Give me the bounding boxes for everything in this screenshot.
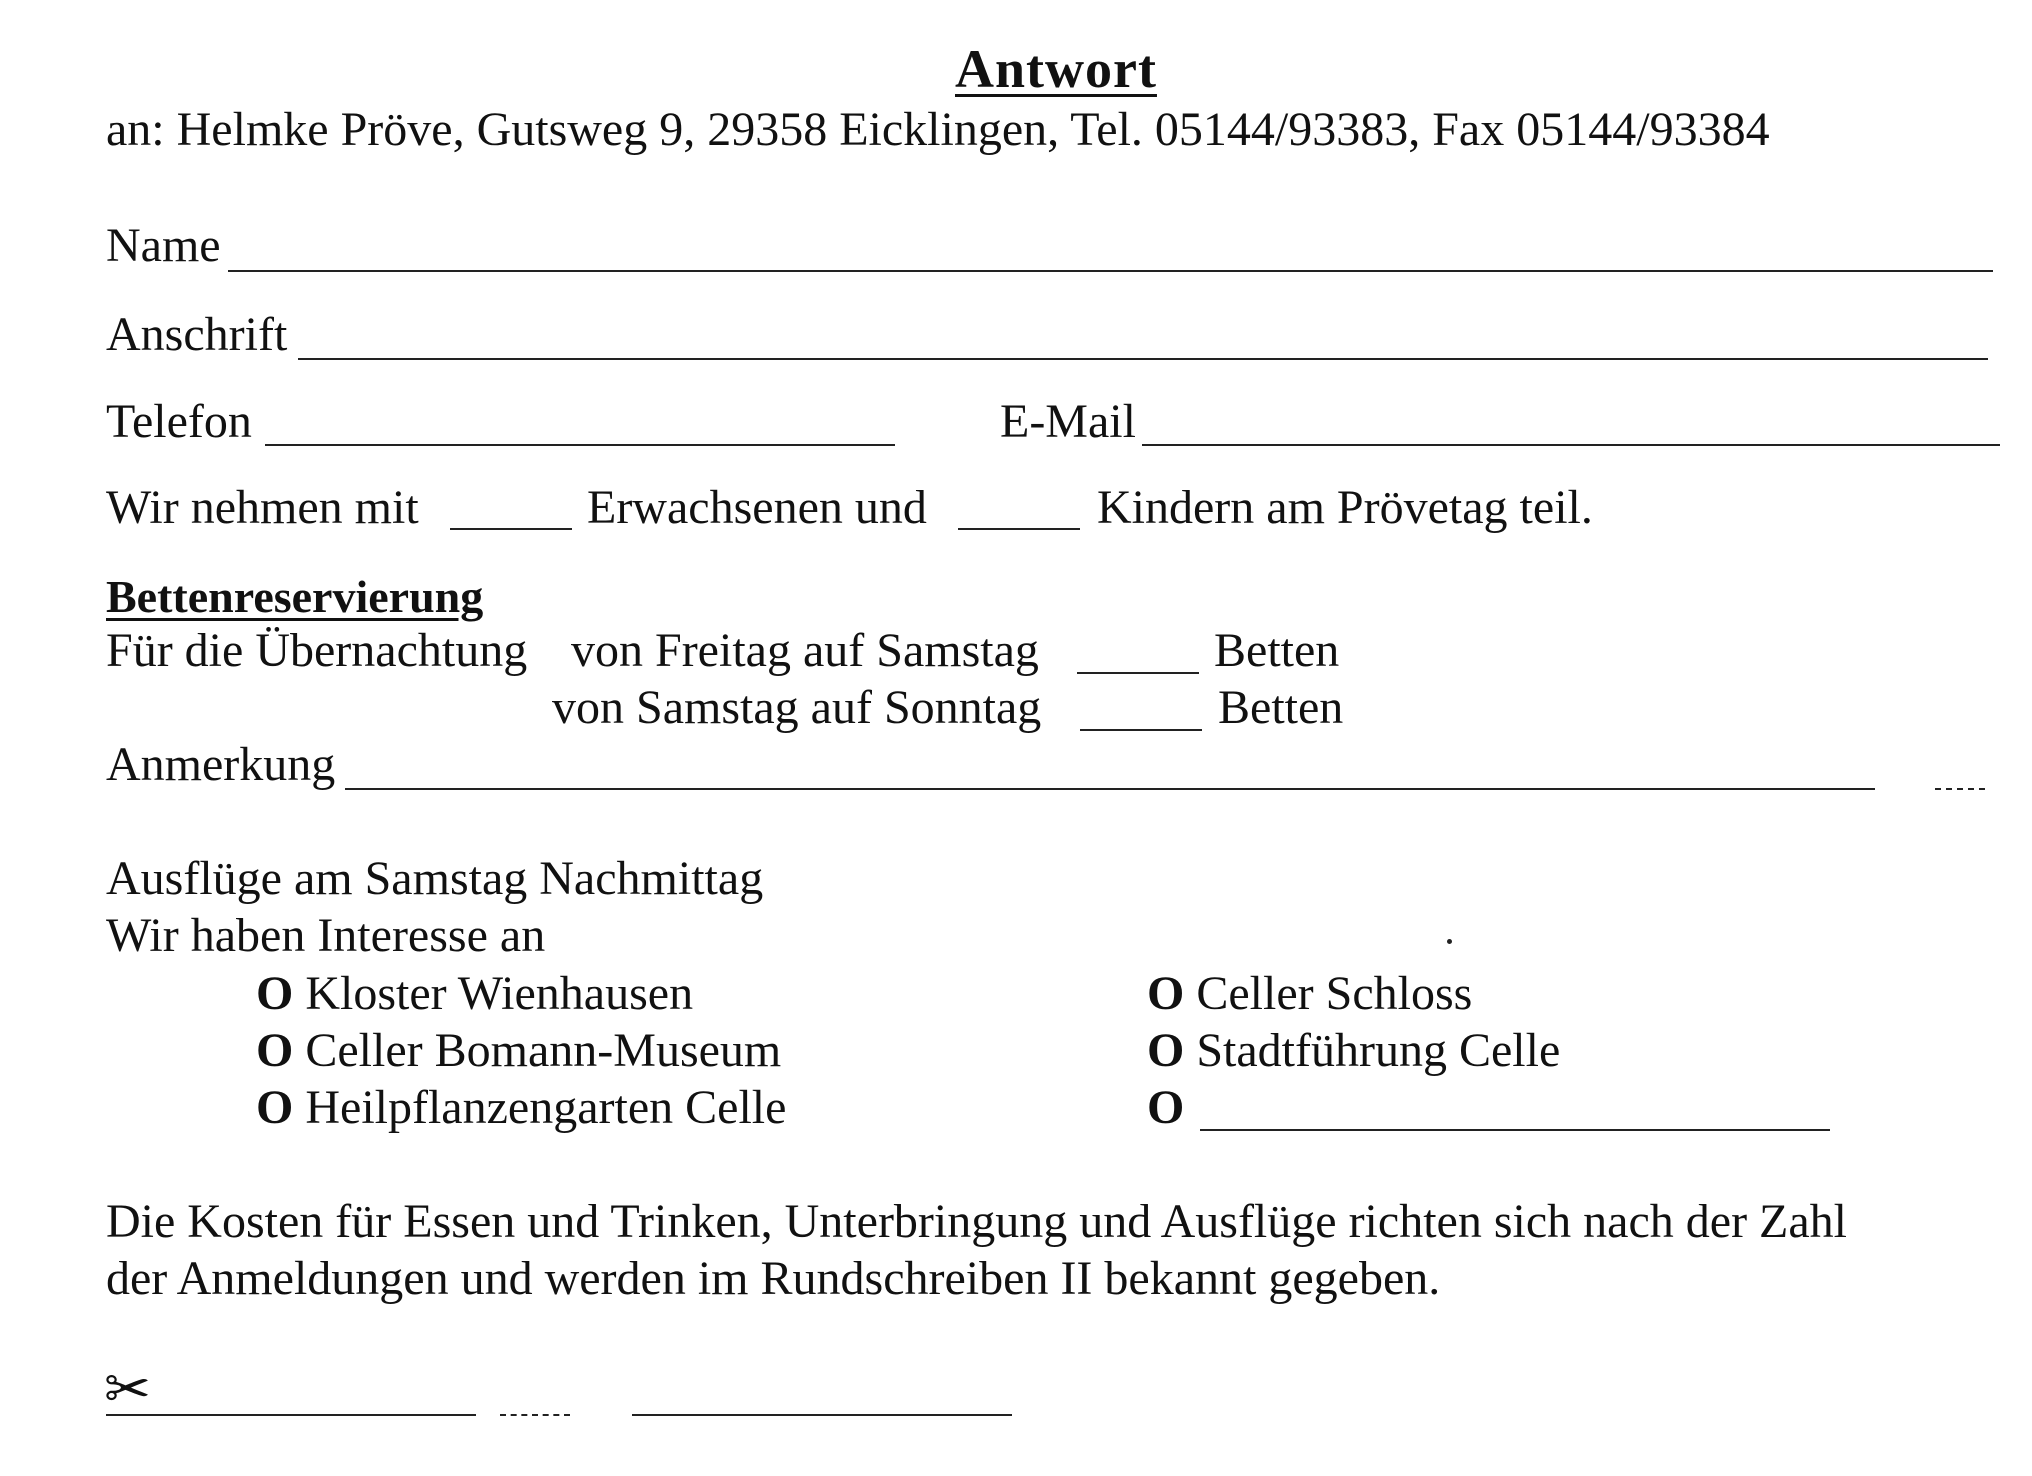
children-count-field[interactable] (958, 528, 1080, 530)
note-field-tail (1935, 788, 1985, 790)
costs-line-2: der Anmeldungen und werden im Rundschreiben II bekannt gegeben. (106, 1252, 1441, 1305)
checkbox-circle-icon[interactable]: O (1147, 967, 1185, 1020)
costs-line-1: Die Kosten für Essen und Trinken, Unterbringung und Ausflüge richten sich nach der Zahl (106, 1195, 1848, 1248)
option-label: Stadtführung Celle (1196, 1024, 1561, 1077)
name-label: Name (106, 219, 221, 272)
email-field[interactable] (1142, 444, 2000, 446)
option-bomann-museum[interactable] (256, 1024, 782, 1077)
saturday-night-label: von Samstag auf Sonntag (552, 681, 1042, 734)
saturday-beds-unit: Betten (1218, 681, 1344, 734)
cut-line-gap (500, 1414, 570, 1416)
option-kloster-wienhausen[interactable] (256, 967, 694, 1020)
excursions-heading: Ausflüge am Samstag Nachmittag (106, 852, 764, 905)
cut-line-right (632, 1414, 1012, 1416)
option-label: Celler Bomann-Museum (305, 1024, 782, 1077)
participation-prefix: Wir nehmen mit (106, 481, 419, 534)
option-heilpflanzengarten[interactable] (256, 1081, 787, 1134)
name-field[interactable] (228, 270, 1993, 272)
phone-label: Telefon (106, 395, 252, 448)
address-label: Anschrift (106, 308, 288, 361)
saturday-beds-field[interactable] (1080, 729, 1202, 731)
page-title: Antwort (955, 39, 1157, 99)
overnight-intro: Für die Übernachtung (106, 624, 528, 677)
recipient-address: an: Helmke Pröve, Gutsweg 9, 29358 Eicklingen, Tel. 05144/93383, Fax 05144/93384 (106, 103, 1770, 156)
children-label: Kindern am Prövetag teil. (1097, 481, 1593, 534)
friday-night-label: von Freitag auf Samstag (571, 624, 1039, 677)
stray-dot (1447, 939, 1452, 944)
cut-line-left (106, 1414, 476, 1416)
other-option-field[interactable] (1200, 1129, 1830, 1131)
friday-beds-field[interactable] (1077, 672, 1199, 674)
beds-heading: Bettenreservierung (106, 571, 484, 622)
checkbox-circle-icon[interactable]: O (256, 1081, 294, 1134)
checkbox-circle-icon[interactable]: O (256, 967, 294, 1020)
option-label: Kloster Wienhausen (305, 967, 694, 1020)
option-label: Heilpflanzengarten Celle (305, 1081, 787, 1134)
adults-count-field[interactable] (450, 528, 572, 530)
checkbox-circle-icon[interactable]: O (1147, 1024, 1185, 1077)
interest-label: Wir haben Interesse an (106, 909, 546, 962)
phone-field[interactable] (265, 444, 895, 446)
option-label: Celler Schloss (1196, 967, 1473, 1020)
note-label: Anmerkung (106, 738, 336, 791)
email-label: E-Mail (1000, 395, 1136, 448)
option-other[interactable] (1147, 1081, 1185, 1134)
note-field[interactable] (345, 788, 1875, 790)
scissors-icon: ✂ (104, 1357, 151, 1422)
adults-label: Erwachsenen und (587, 481, 927, 534)
checkbox-circle-icon[interactable]: O (1147, 1081, 1185, 1134)
option-stadtfuehrung[interactable] (1147, 1024, 1561, 1077)
address-field[interactable] (298, 358, 1988, 360)
checkbox-circle-icon[interactable]: O (256, 1024, 294, 1077)
option-celler-schloss[interactable] (1147, 967, 1473, 1020)
friday-beds-unit: Betten (1214, 624, 1340, 677)
